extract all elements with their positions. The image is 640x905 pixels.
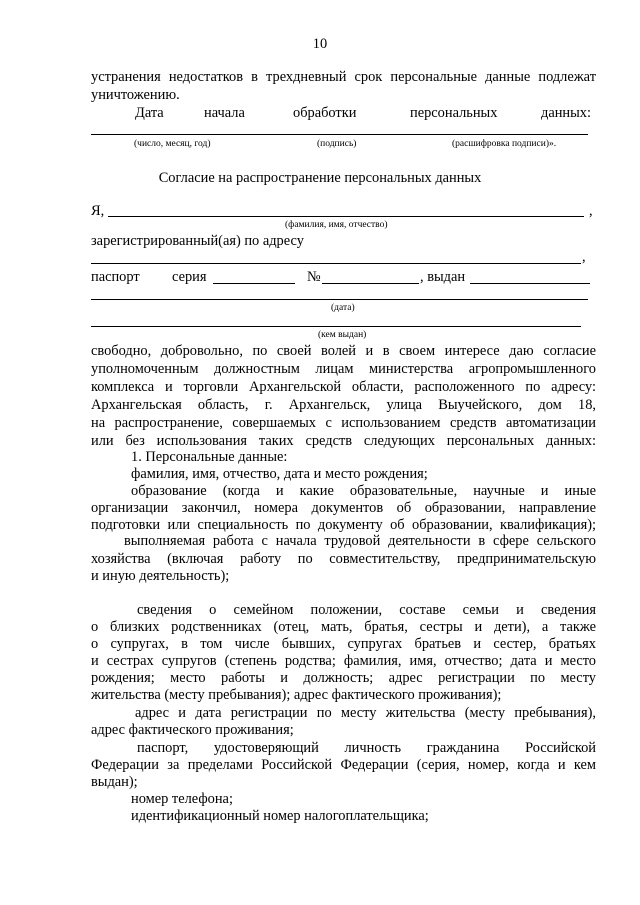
- issued-by-line[interactable]: [91, 326, 581, 327]
- registered-label: зарегистрированный(ая) по адресу: [91, 233, 304, 249]
- para-line-1: свободно, добровольно, по своей волей и в своем интересе даю согласие: [91, 343, 596, 359]
- item-personal-data: 1. Персональные данные:: [131, 449, 288, 465]
- para-line-6: или без использования таких средств следующих персональных данных:: [91, 433, 596, 449]
- para-line-3: комплекса и торговли Архангельской области, расположенного по адресу:: [91, 379, 596, 395]
- hint-date: (число, месяц, год): [134, 139, 211, 149]
- item-passport-3: выдан);: [91, 774, 138, 790]
- item-work-3: и иную деятельность);: [91, 568, 230, 584]
- series-line[interactable]: [213, 283, 295, 284]
- series-label: серия: [172, 269, 207, 285]
- address-comma: ,: [582, 249, 586, 265]
- fio-line[interactable]: [108, 216, 584, 217]
- item-family-1: сведения о семейном положении, составе семьи и сведения: [137, 602, 596, 618]
- para-line-4: Архангельская область, г. Архангельск, улица Выучейского, дом 18,: [91, 397, 596, 413]
- number-line[interactable]: [322, 283, 419, 284]
- number-label: №: [307, 269, 321, 285]
- hint-sign: (подпись): [317, 139, 357, 149]
- issued-label: , выдан: [420, 269, 466, 285]
- date-word-3: обработки: [293, 105, 357, 121]
- intro-line-2: уничтожению.: [91, 87, 180, 103]
- date-word-4: персональных: [410, 105, 498, 121]
- item-edu-1: образование (когда и какие образовательные, научные и иные: [131, 483, 596, 499]
- hint-issued-by: (кем выдан): [318, 330, 367, 340]
- issue-date-line[interactable]: [91, 299, 588, 300]
- date-word-1: Дата: [135, 105, 164, 121]
- page-number: 10: [312, 36, 328, 52]
- item-address-1: адрес и дата регистрации по месту жительства (месту пребывания),: [135, 705, 596, 721]
- item-edu-3: подготовки или специальность по документу об образовании, квалификация);: [91, 517, 596, 533]
- item-address-2: адрес фактического проживания;: [91, 722, 294, 738]
- item-family-6: жительства (месту пребывания); адрес фактического проживания);: [91, 687, 502, 703]
- item-inn: идентификационный номер налогоплательщика;: [131, 808, 429, 824]
- signature-line: [91, 134, 588, 135]
- consent-title: Согласие на распространение персональных данных: [158, 170, 482, 186]
- item-work-1: выполняемая работа с начала трудовой деятельности в сфере сельского: [124, 533, 596, 549]
- fio-comma: ,: [589, 203, 593, 219]
- hint-fio: (фамилия, имя, отчество): [285, 220, 388, 230]
- hint-issue-date: (дата): [331, 303, 355, 313]
- item-passport-2: Федерации за пределами Российской Федерации (серия, номер, когда и кем: [91, 757, 596, 773]
- item-passport-1: паспорт, удостоверяющий личность гражданина Российской: [137, 740, 596, 756]
- item-family-5: рождения; место работы и должность; адрес регистрации по месту: [91, 670, 596, 686]
- hint-decode: (расшифровка подписи)».: [452, 139, 557, 149]
- item-edu-2: организации закончил, номера документов об образовании, направление: [91, 500, 596, 516]
- passport-label: паспорт: [91, 269, 140, 285]
- address-line[interactable]: [91, 263, 581, 264]
- item-family-3: о супругах, в том числе бывших, супругах братьев и сестер, братьях: [91, 636, 596, 652]
- para-line-5: на распространение, совершаемых с использованием средств автоматизации: [91, 415, 596, 431]
- issued-line[interactable]: [470, 283, 590, 284]
- item-fio: фамилия, имя, отчество, дата и место рождения;: [131, 466, 428, 482]
- para-line-2: уполномоченным должностным лицам министерства агропромышленного: [91, 361, 596, 377]
- date-word-2: начала: [204, 105, 245, 121]
- item-phone: номер телефона;: [131, 791, 233, 807]
- item-work-2: хозяйства (включая работу по совместительству, предпринимательскую: [91, 551, 596, 567]
- item-family-4: и сестрах супругов (степень родства; фамилия, имя, отчество; дата и место: [91, 653, 596, 669]
- intro-line-1: устранения недостатков в трехдневный срок персональные данные подлежат: [91, 69, 596, 85]
- ya-label: Я,: [91, 203, 105, 219]
- date-word-5: данных:: [541, 105, 591, 121]
- item-family-2: о близких родственниках (отец, мать, братья, сестры и дети), а также: [91, 619, 596, 635]
